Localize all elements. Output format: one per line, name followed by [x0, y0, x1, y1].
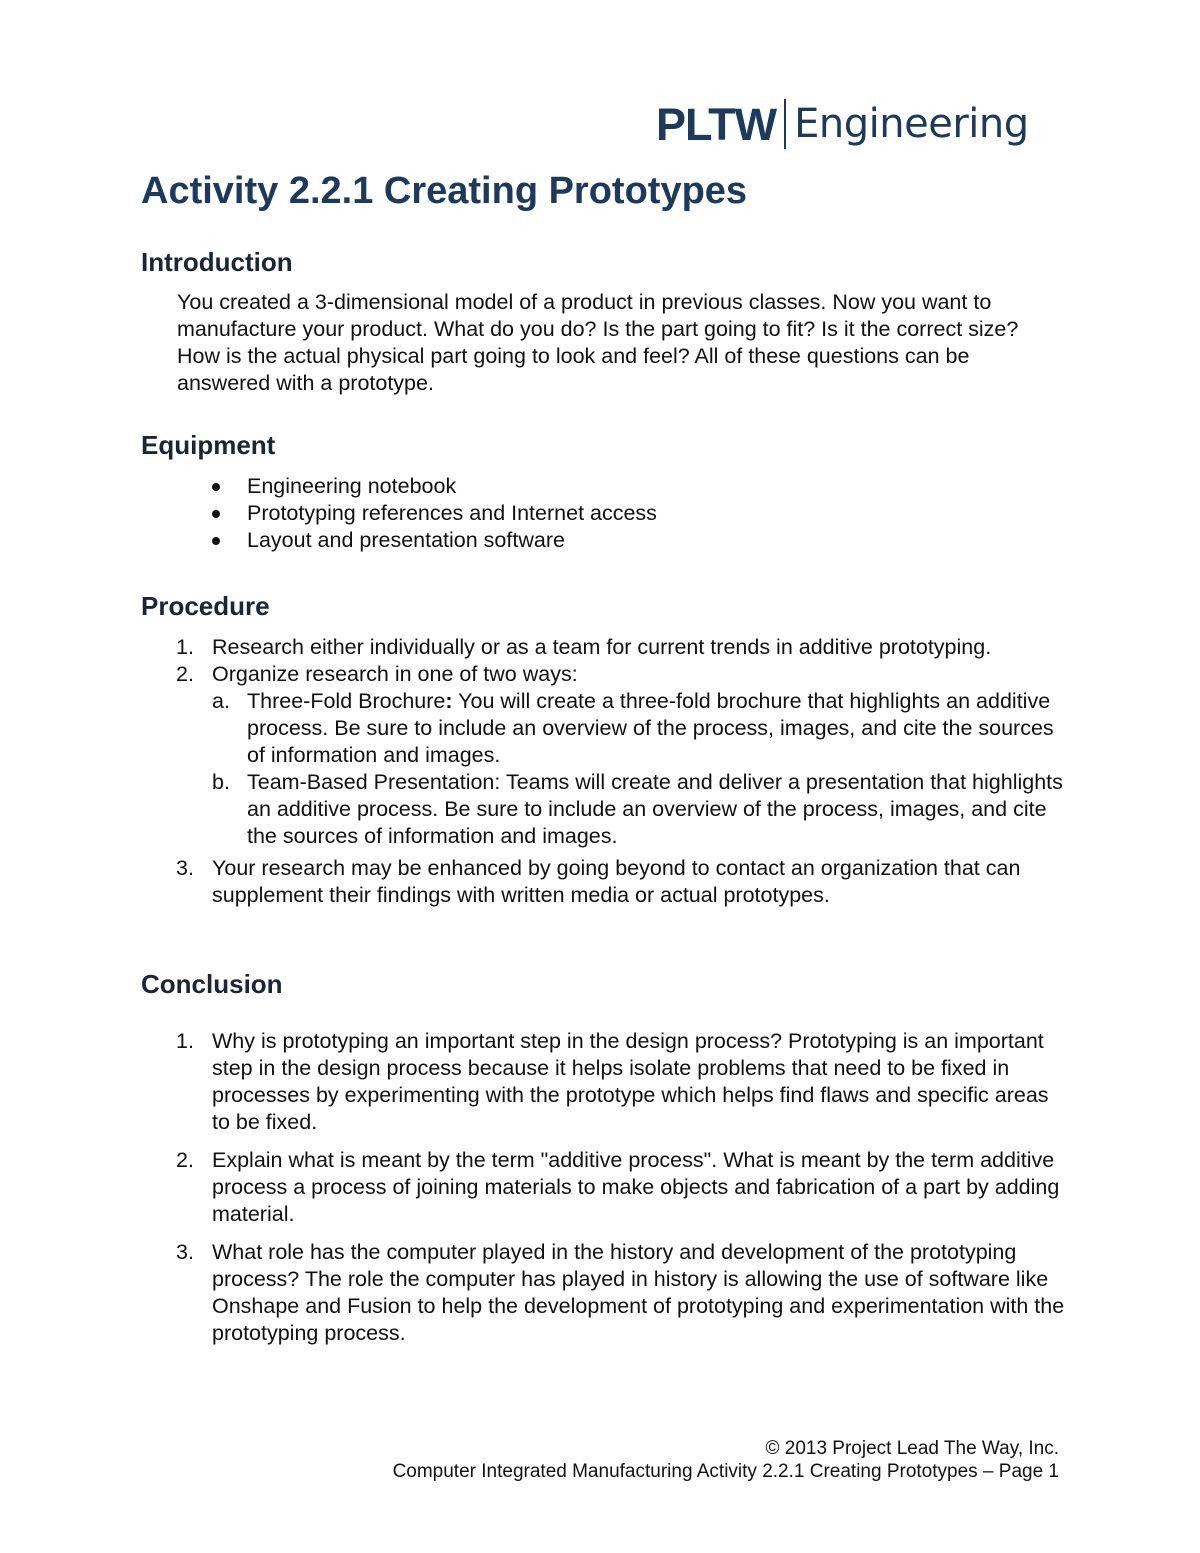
procedure-step-2: 2. Organize research in one of two ways: a. Three-Fold Brochure: You will create a three-fold brochure that highlights an additive process. Be sure to include an overview of the process, images, and cite the sources of information and images. b. Team-Based Presentation: Teams will create and deliver a presentation that highlights an additive process. Be sure to include an overview of the process, images, and cite the sources of information and images.: [176, 661, 1066, 850]
logo-divider: [784, 99, 786, 149]
procedure-substep-a: a. Three-Fold Brochure: You will create a three-fold brochure that highlights an additive process. Be sure to include an overview of the process, images, and cite the sources of information and images.: [212, 689, 1054, 767]
introduction-heading: Introduction: [141, 247, 293, 277]
conclusion-item-2: 2. Explain what is meant by the term "additive process". What is meant by the term additive process a process of joining materials to make objects and fabrication of a part by adding material.: [176, 1148, 1060, 1226]
page-title: Activity 2.2.1 Creating Prototypes: [141, 170, 748, 212]
list-item: Engineering notebook: [212, 473, 912, 500]
list-item: Prototyping references and Internet access: [212, 500, 912, 527]
bullet-icon: [212, 537, 220, 545]
procedure-substep-b: b. Team-Based Presentation: Teams will create and deliver a presentation that highlights an additive process. Be sure to include an overview of the process, images, and cite the sources of information and images.: [212, 770, 1063, 848]
equipment-list: [212, 473, 912, 554]
conclusion-item-1: 1. Why is prototyping an important step in the design process? Prototyping is an important step in the design process because it helps isolate problems that need to be fixed in processes by experimenting with the prototype which helps find flaws and specific areas to be fixed.: [176, 1029, 1049, 1134]
list-item: Layout and presentation software: [212, 527, 912, 554]
procedure-substeps: [212, 688, 1066, 850]
conclusion-item-3: 3. What role has the computer played in the history and development of the prototyping process? The role the computer has played in history is allowing the use of software like Onshape and Fusion to help the development of prototyping and experimentation with the prototyping process.: [176, 1240, 1065, 1345]
logo-division: Engineering: [794, 101, 1029, 147]
procedure-list: [176, 634, 1066, 909]
logo-brand: PLTW: [656, 98, 777, 150]
footer-copyright: © 2013 Project Lead The Way, Inc.: [765, 1438, 1059, 1459]
procedure-heading: Procedure: [141, 591, 270, 621]
conclusion-list: [176, 1028, 1066, 1358]
introduction-text: You created a 3-dimensional model of a product in previous classes. Now you want to manufacture your product. What do you do? Is the part going to fit? Is it the correct size? How is the actual physical part going to look and feel? All of these questions can be answered with a prototype.: [177, 290, 1019, 395]
pltw-engineering-logo: [656, 96, 1029, 152]
conclusion-heading: Conclusion: [141, 969, 283, 999]
equipment-heading: Equipment: [141, 430, 276, 460]
bullet-icon: [212, 510, 220, 518]
bullet-icon: [212, 483, 220, 491]
procedure-step-1: 1. Research either individually or as a team for current trends in additive prototyping.: [176, 635, 992, 659]
footer-page-line: Computer Integrated Manufacturing Activity 2.2.1 Creating Prototypes – Page 1: [392, 1461, 1059, 1482]
procedure-step-3: 3. Your research may be enhanced by going beyond to contact an organization that can supplement their findings with written media or actual prototypes.: [176, 856, 1021, 907]
